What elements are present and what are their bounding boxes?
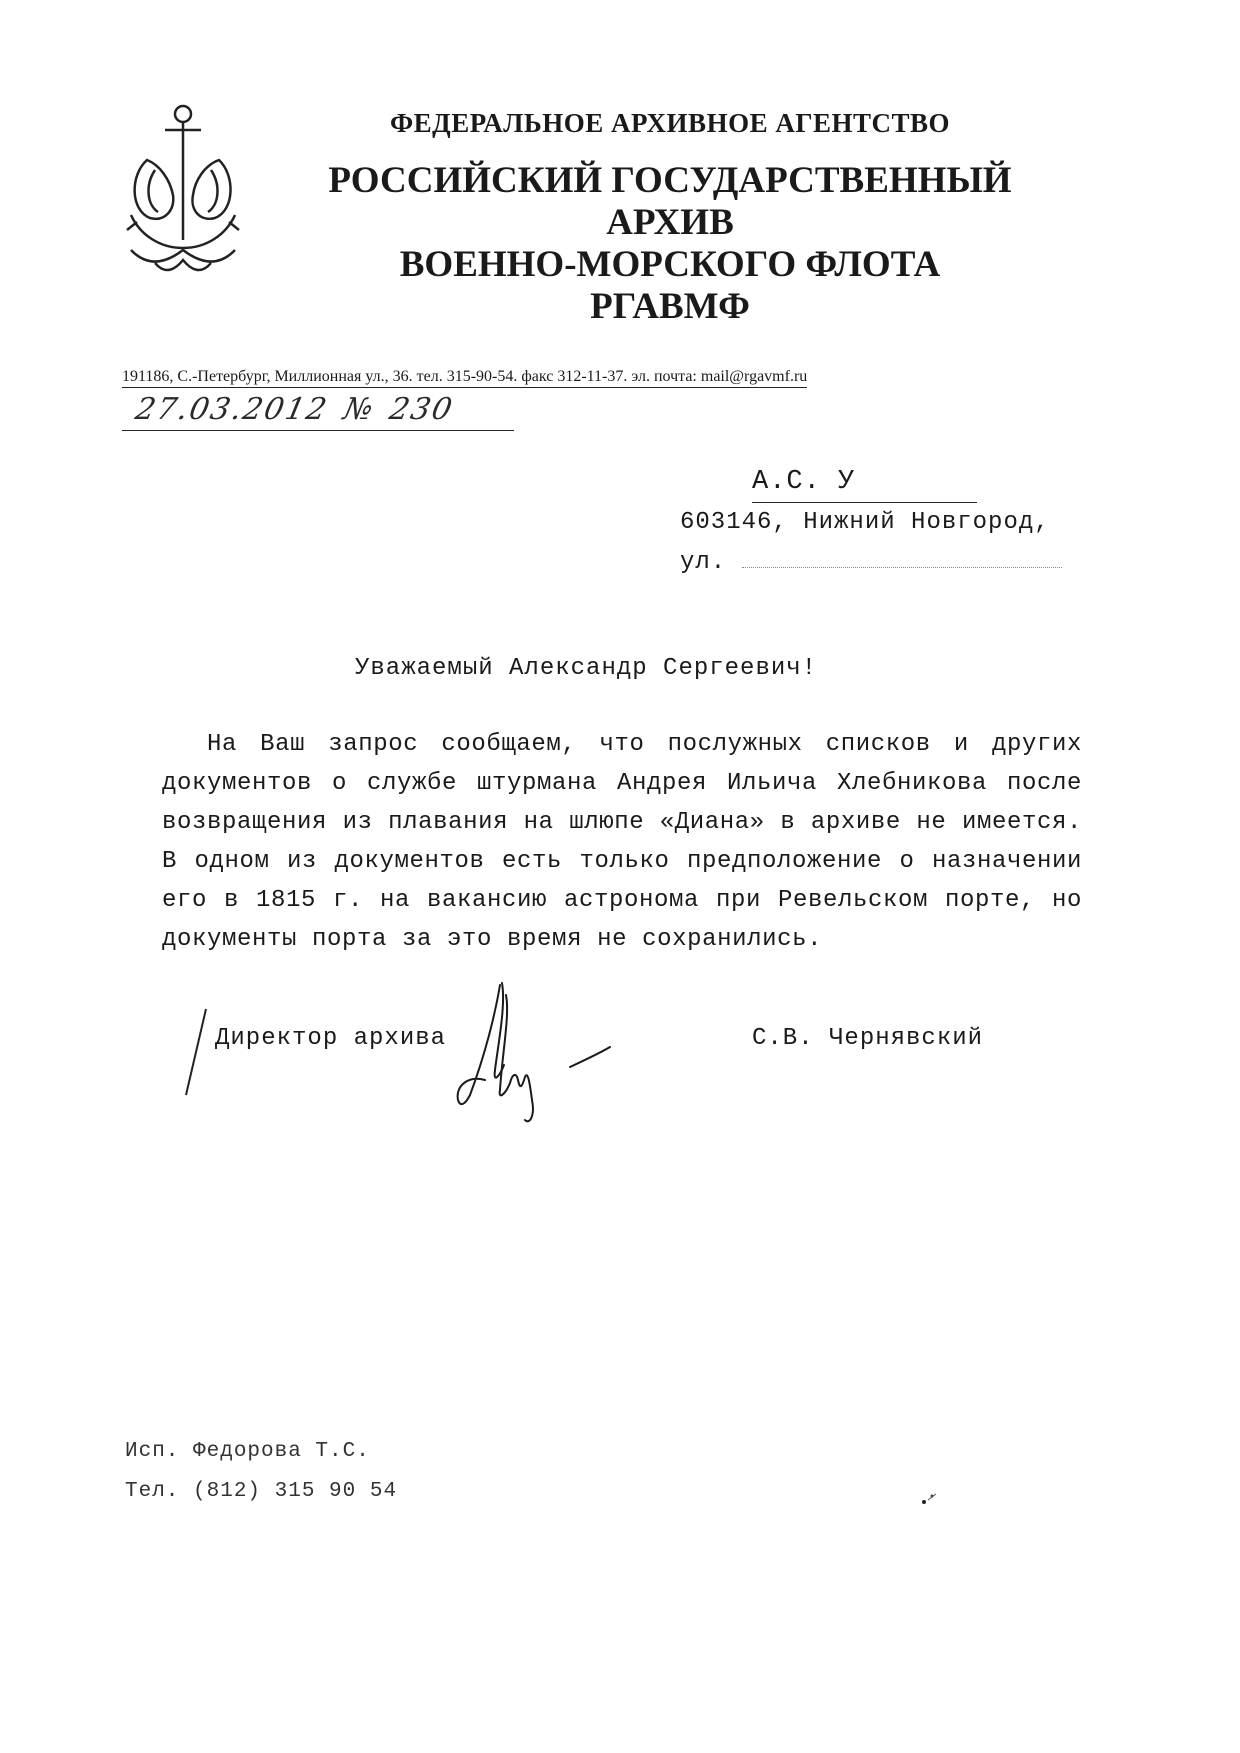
- ink-speck: [920, 1490, 940, 1506]
- reference-date: 27.03.2012: [132, 392, 332, 427]
- reference-number-prefix: №: [340, 392, 379, 427]
- recipient-street-prefix: ул.: [680, 549, 727, 576]
- recipient-block: [680, 462, 1062, 583]
- signatory-title: Директор архива: [215, 1025, 447, 1052]
- archive-name-line1: РОССИЙСКИЙ ГОСУДАРСТВЕННЫЙ: [328, 160, 1012, 201]
- signatory-name: С.В. Чернявский: [752, 1025, 984, 1052]
- reference-number: 230: [386, 392, 457, 427]
- archive-name-line3: ВОЕННО-МОРСКОГО ФЛОТА: [399, 244, 941, 285]
- contact-line: 191186, С.-Петербург, Миллионная ул., 36. тел. 315-90-54. факс 312-11-37. эл. почта: mail@rgavmf.ru: [122, 368, 807, 388]
- reference-date-number: [122, 394, 514, 431]
- agency-name: ФЕДЕРАЛЬНОЕ АРХИВНОЕ АГЕНТСТВО: [389, 108, 951, 138]
- archive-abbreviation: РГАВМФ: [590, 286, 750, 327]
- handwritten-signature: [440, 975, 620, 1145]
- letter-body: [162, 725, 1082, 959]
- executor-name: Исп. Федорова Т.С.: [125, 1440, 370, 1463]
- archive-name-line2: АРХИВ: [606, 202, 734, 243]
- recipient-name: А.С. У: [752, 462, 977, 503]
- salutation: Уважаемый Александр Сергеевич!: [355, 655, 818, 682]
- executor-block: [125, 1432, 397, 1512]
- letter-paragraph: На Ваш запрос сообщаем, что послужных списков и других документов о службе штурмана Андрея Ильича Хлебникова после возвращения из плавания на шлюпе «Диана» в архиве не имеется. В одном из документов есть только предположение о назначении его в 1815 г. на вакансию астронома при Ревельском порте, но документы порта за это время не сохранились.: [162, 731, 1082, 953]
- executor-phone: Тел. (812) 315 90 54: [125, 1480, 398, 1503]
- recipient-city: 603146, Нижний Новгород,: [680, 509, 1050, 536]
- anchor-emblem-icon: [125, 100, 240, 280]
- archive-name: [290, 160, 1050, 328]
- approval-mark: [180, 1005, 210, 1100]
- recipient-street-redacted: [742, 567, 1062, 568]
